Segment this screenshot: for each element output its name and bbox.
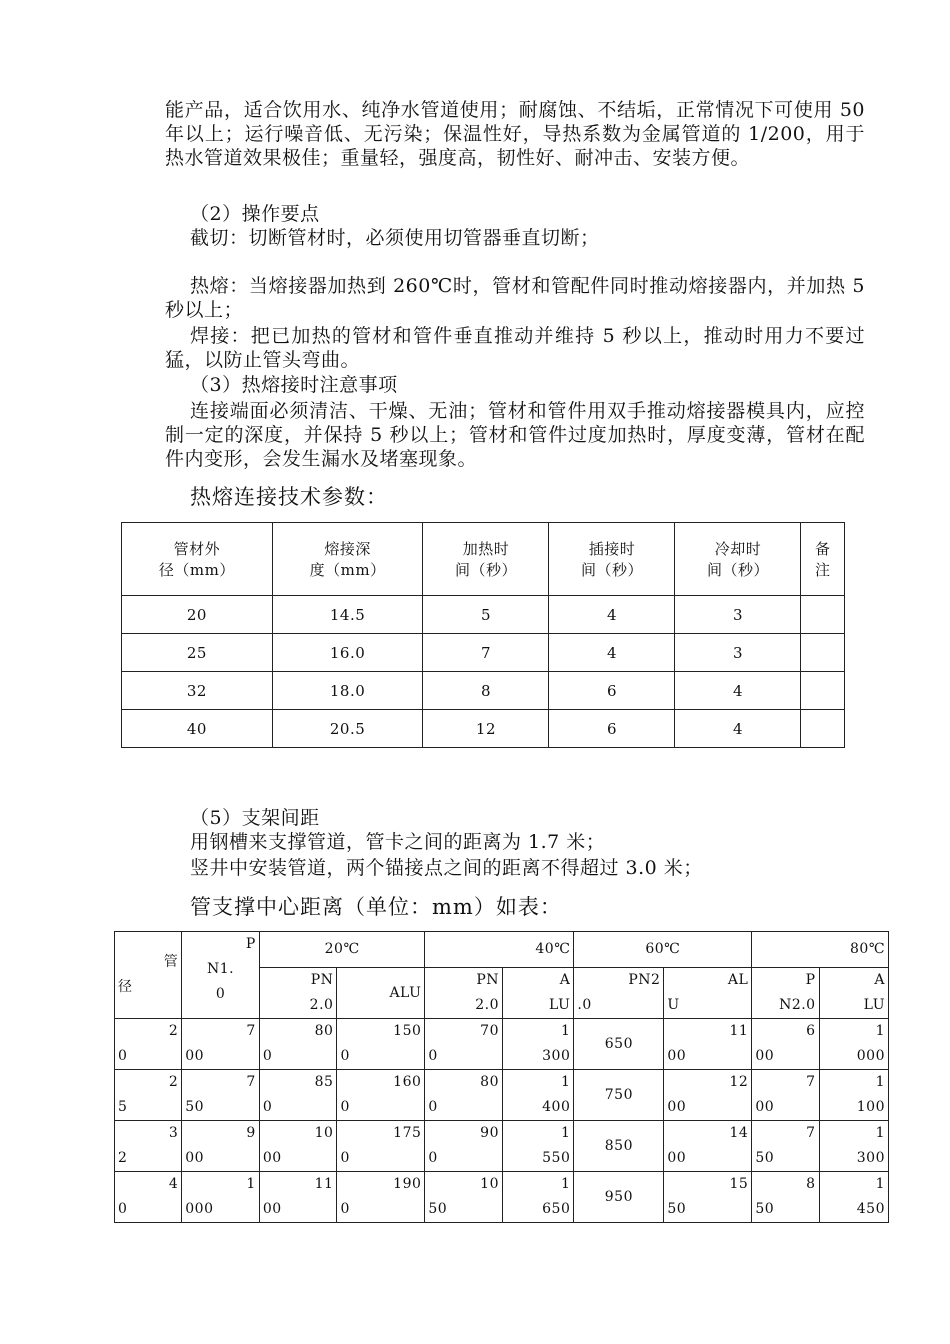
cell-line: 00 bbox=[755, 1099, 775, 1115]
table-cell: 8 bbox=[423, 672, 549, 710]
cell-line: 1 bbox=[560, 1125, 571, 1141]
cell-line: 6 bbox=[806, 1023, 816, 1039]
cell-line: 0 bbox=[428, 1150, 438, 1166]
header-line: PN bbox=[476, 972, 499, 988]
table-cell: 32 bbox=[122, 672, 273, 710]
header-line: .0 bbox=[577, 997, 592, 1013]
cell-line: 12 bbox=[729, 1074, 749, 1090]
cell-line: 000 bbox=[856, 1048, 885, 1064]
table1-heading: 热熔连接技术参数： bbox=[190, 485, 388, 509]
header-cell: ALU bbox=[337, 968, 425, 1019]
cell-line: 80 bbox=[480, 1074, 499, 1090]
header-cell bbox=[272, 523, 423, 596]
cell-line: 1 bbox=[560, 1074, 571, 1090]
table-cell bbox=[182, 1019, 260, 1070]
cell-line: 00 bbox=[262, 1201, 282, 1217]
header-line: 间（秒） bbox=[454, 561, 517, 579]
table-cell: 650 bbox=[574, 1019, 664, 1070]
table-cell bbox=[752, 1172, 819, 1223]
cell-line: 50 bbox=[667, 1201, 687, 1217]
header-cell-80c: 80℃ bbox=[752, 932, 889, 968]
table-cell: 16.0 bbox=[272, 634, 423, 672]
table-header-row bbox=[122, 523, 845, 596]
header-line: N1. bbox=[206, 961, 235, 977]
table-cell bbox=[259, 1019, 337, 1070]
cell-line: 000 bbox=[185, 1201, 214, 1217]
cell-line: 175 bbox=[393, 1125, 422, 1141]
table-row bbox=[115, 1121, 889, 1172]
header-cell bbox=[425, 968, 503, 1019]
table-cell bbox=[502, 1121, 573, 1172]
table-cell: 4 bbox=[549, 634, 675, 672]
header-line: AL bbox=[727, 972, 749, 988]
cell-line: 0 bbox=[428, 1048, 438, 1064]
cell-line: 11 bbox=[314, 1176, 334, 1192]
header-line: 0 bbox=[215, 986, 226, 1002]
header-line: 管材外 bbox=[173, 540, 221, 558]
cell-line: 00 bbox=[185, 1048, 205, 1064]
header-line: N2.0 bbox=[779, 997, 816, 1013]
table-row bbox=[115, 1019, 889, 1070]
table-cell bbox=[259, 1070, 337, 1121]
cell-line: 00 bbox=[667, 1150, 687, 1166]
section-support-spacing: （5）支架间距 bbox=[190, 807, 320, 829]
table-cell bbox=[819, 1172, 888, 1223]
cell-line: 7 bbox=[246, 1023, 256, 1039]
cell-line: 1 bbox=[560, 1023, 571, 1039]
paragraph-hot-melt: 热熔：当熔接器加热到 260℃时，管材和管配件同时推动熔接器内，并加热 5 秒以上； bbox=[165, 275, 865, 321]
paragraph-cutting: 截切：切断管材时，必须使用切管器垂直切断； bbox=[190, 227, 600, 249]
table-cell bbox=[801, 710, 845, 748]
cell-line: 1 bbox=[246, 1176, 256, 1192]
header-cell bbox=[819, 968, 888, 1019]
header-line: LU bbox=[549, 997, 571, 1013]
table-row bbox=[122, 634, 845, 672]
header-cell bbox=[182, 932, 260, 1019]
table2-heading: 管支撑中心距离（单位：mm）如表： bbox=[190, 895, 562, 919]
header-cell bbox=[423, 523, 549, 596]
header-cell bbox=[574, 968, 664, 1019]
cell-line: 70 bbox=[480, 1023, 499, 1039]
header-cell-40c: 40℃ bbox=[425, 932, 574, 968]
table-cell bbox=[182, 1121, 260, 1172]
table-row bbox=[122, 672, 845, 710]
table-cell: 18.0 bbox=[272, 672, 423, 710]
cell-line: 300 bbox=[542, 1048, 571, 1064]
header-line: PN2 bbox=[628, 972, 661, 988]
cell-line: 10 bbox=[314, 1125, 334, 1141]
paragraph-steel-channel: 用钢槽来支撑管道，管卡之间的距离为 1.7 米； bbox=[190, 831, 606, 853]
table-cell bbox=[425, 1172, 503, 1223]
cell-line: 300 bbox=[856, 1150, 885, 1166]
table-cell bbox=[664, 1019, 752, 1070]
header-line: PN bbox=[310, 972, 334, 988]
header-cell bbox=[675, 523, 801, 596]
table-cell bbox=[801, 634, 845, 672]
table-cell: 20.5 bbox=[272, 710, 423, 748]
table-row bbox=[122, 710, 845, 748]
cell-line: 85 bbox=[314, 1074, 334, 1090]
header-line: P bbox=[245, 936, 256, 952]
header-line: 冷却时 bbox=[714, 540, 762, 558]
cell-line: 0 bbox=[428, 1099, 438, 1115]
header-line: 插接时 bbox=[588, 540, 636, 558]
cell-line: 9 bbox=[246, 1125, 256, 1141]
section-precautions: （3）热熔接时注意事项 bbox=[190, 374, 398, 396]
table-cell: 4 bbox=[675, 672, 801, 710]
table-cell: 950 bbox=[574, 1172, 664, 1223]
header-line: 2.0 bbox=[475, 997, 499, 1013]
section-operation-points: （2）操作要点 bbox=[190, 203, 320, 225]
cell-line: 4 bbox=[168, 1176, 179, 1192]
cell-line: 2 bbox=[168, 1023, 179, 1039]
cell-line: 10 bbox=[480, 1176, 499, 1192]
table-cell bbox=[337, 1019, 425, 1070]
table-cell bbox=[115, 1121, 182, 1172]
table-cell bbox=[819, 1070, 888, 1121]
table-row bbox=[115, 1070, 889, 1121]
table-cell bbox=[182, 1070, 260, 1121]
cell-line: 80 bbox=[314, 1023, 334, 1039]
header-line: P bbox=[805, 972, 816, 988]
cell-line: 1 bbox=[875, 1125, 885, 1141]
cell-line: 00 bbox=[185, 1150, 205, 1166]
cell-line: 0 bbox=[118, 1048, 128, 1064]
table-cell bbox=[664, 1121, 752, 1172]
cell-line: 1 bbox=[875, 1074, 885, 1090]
header-cell bbox=[664, 968, 752, 1019]
cell-line: 2 bbox=[118, 1150, 128, 1166]
header-cell bbox=[115, 932, 182, 1019]
cell-line: 2 bbox=[168, 1074, 179, 1090]
table-cell bbox=[502, 1172, 573, 1223]
table-header-row bbox=[115, 932, 889, 968]
cell-line: 00 bbox=[667, 1048, 687, 1064]
cell-line: 1 bbox=[875, 1023, 885, 1039]
table-cell bbox=[337, 1121, 425, 1172]
table-cell: 750 bbox=[574, 1070, 664, 1121]
table-cell bbox=[115, 1070, 182, 1121]
cell-line: 50 bbox=[428, 1201, 448, 1217]
cell-line: 190 bbox=[393, 1176, 422, 1192]
cell-line: 50 bbox=[755, 1150, 775, 1166]
header-cell bbox=[752, 968, 819, 1019]
header-line: 间（秒） bbox=[706, 561, 769, 579]
table-cell: 25 bbox=[122, 634, 273, 672]
table-cell: 12 bbox=[423, 710, 549, 748]
header-line: A bbox=[874, 972, 885, 988]
header-cell bbox=[122, 523, 273, 596]
support-distance-table bbox=[114, 931, 889, 1223]
header-cell bbox=[549, 523, 675, 596]
header-cell bbox=[801, 523, 845, 596]
table-cell: 40 bbox=[122, 710, 273, 748]
cell-line: 150 bbox=[393, 1023, 422, 1039]
table-cell bbox=[182, 1172, 260, 1223]
header-line: 注 bbox=[814, 561, 831, 579]
header-line: 度（mm） bbox=[309, 561, 386, 579]
table-cell: 3 bbox=[675, 596, 801, 634]
header-line: 径 bbox=[118, 979, 133, 995]
cell-line: 00 bbox=[262, 1150, 282, 1166]
paragraph-precautions: 连接端面必须清洁、干燥、无油；管材和管件用双手推动熔接器模具内，应控制一定的深度，并保持 5 秒以上；管材和管件过度加热时，厚度变薄，管材在配件内变形，会发生漏水及堵塞现象。 bbox=[165, 400, 865, 470]
cell-line: 11 bbox=[729, 1023, 749, 1039]
table-cell: 850 bbox=[574, 1121, 664, 1172]
cell-line: 0 bbox=[340, 1201, 350, 1217]
table-cell bbox=[664, 1070, 752, 1121]
cell-line: 0 bbox=[118, 1201, 128, 1217]
cell-line: 7 bbox=[806, 1125, 816, 1141]
table-cell bbox=[502, 1019, 573, 1070]
table-cell bbox=[664, 1172, 752, 1223]
table-row bbox=[115, 1172, 889, 1223]
header-line: 2.0 bbox=[309, 997, 334, 1013]
cell-line: 0 bbox=[262, 1048, 273, 1064]
cell-line: 1 bbox=[560, 1176, 571, 1192]
table-cell: 6 bbox=[549, 710, 675, 748]
table-cell bbox=[819, 1121, 888, 1172]
table-cell bbox=[752, 1070, 819, 1121]
table-cell bbox=[337, 1070, 425, 1121]
table-cell: 4 bbox=[675, 710, 801, 748]
hot-melt-parameters-table bbox=[121, 522, 845, 748]
table-cell: 5 bbox=[423, 596, 549, 634]
header-line: 管 bbox=[163, 954, 179, 970]
header-line: U bbox=[667, 997, 680, 1013]
header-cell-60c: 60℃ bbox=[574, 932, 752, 968]
header-line: 间（秒） bbox=[580, 561, 643, 579]
cell-line: 8 bbox=[806, 1176, 816, 1192]
cell-line: 450 bbox=[856, 1201, 885, 1217]
cell-line: 14 bbox=[729, 1125, 749, 1141]
cell-line: 15 bbox=[729, 1176, 749, 1192]
cell-line: 00 bbox=[667, 1099, 687, 1115]
cell-line: 5 bbox=[118, 1099, 128, 1115]
table-cell: 7 bbox=[423, 634, 549, 672]
cell-line: 400 bbox=[542, 1099, 571, 1115]
table-cell bbox=[259, 1121, 337, 1172]
table-cell bbox=[752, 1019, 819, 1070]
table-cell bbox=[819, 1019, 888, 1070]
cell-line: 0 bbox=[340, 1099, 350, 1115]
cell-line: 90 bbox=[480, 1125, 499, 1141]
header-line: 备 bbox=[814, 540, 831, 558]
table-row bbox=[122, 596, 845, 634]
cell-line: 3 bbox=[168, 1125, 179, 1141]
table-cell bbox=[115, 1172, 182, 1223]
header-line: 熔接深 bbox=[324, 540, 371, 558]
paragraph-welding: 焊接：把已加热的管材和管件垂直推动并维持 5 秒以上，推动时用力不要过猛，以防止管头弯曲。 bbox=[165, 325, 865, 371]
table-cell bbox=[801, 672, 845, 710]
cell-line: 650 bbox=[542, 1201, 571, 1217]
table-cell bbox=[115, 1019, 182, 1070]
cell-line: 1 bbox=[875, 1176, 885, 1192]
header-line: LU bbox=[863, 997, 885, 1013]
paragraph-pipe-properties: 能产品，适合饮用水、纯净水管道使用；耐腐蚀、不结垢，正常情况下可使用 50 年以上；运行噪音低、无污染；保温性好，导热系数为金属管道的 1/200，用于热水管道效果极佳；重量轻，强度高，韧性好、耐冲击、安装方便。 bbox=[165, 99, 865, 169]
cell-line: 50 bbox=[755, 1201, 775, 1217]
cell-line: 100 bbox=[856, 1099, 885, 1115]
header-cell bbox=[259, 968, 337, 1019]
header-line: 径（mm） bbox=[158, 561, 235, 579]
table-cell bbox=[337, 1172, 425, 1223]
cell-line: 550 bbox=[542, 1150, 571, 1166]
table-cell: 6 bbox=[549, 672, 675, 710]
header-cell bbox=[502, 968, 573, 1019]
header-line: 加热时 bbox=[462, 540, 510, 558]
table-cell: 20 bbox=[122, 596, 273, 634]
table-cell bbox=[502, 1070, 573, 1121]
table-cell bbox=[259, 1172, 337, 1223]
cell-line: 0 bbox=[340, 1150, 350, 1166]
table-cell bbox=[801, 596, 845, 634]
cell-line: 50 bbox=[185, 1099, 205, 1115]
table-cell bbox=[425, 1121, 503, 1172]
cell-line: 00 bbox=[755, 1048, 775, 1064]
header-cell-20c: 20℃ bbox=[259, 932, 425, 968]
table-cell: 14.5 bbox=[272, 596, 423, 634]
cell-line: 7 bbox=[806, 1074, 816, 1090]
cell-line: 7 bbox=[246, 1074, 256, 1090]
table-cell: 3 bbox=[675, 634, 801, 672]
paragraph-shaft-install: 竖井中安装管道，两个锚接点之间的距离不得超过 3.0 米； bbox=[190, 857, 703, 879]
table-cell bbox=[425, 1019, 503, 1070]
cell-line: 0 bbox=[262, 1099, 273, 1115]
header-line: A bbox=[559, 972, 571, 988]
cell-line: 160 bbox=[393, 1074, 422, 1090]
table-cell bbox=[752, 1121, 819, 1172]
cell-line: 0 bbox=[340, 1048, 350, 1064]
table-cell bbox=[425, 1070, 503, 1121]
table-cell: 4 bbox=[549, 596, 675, 634]
